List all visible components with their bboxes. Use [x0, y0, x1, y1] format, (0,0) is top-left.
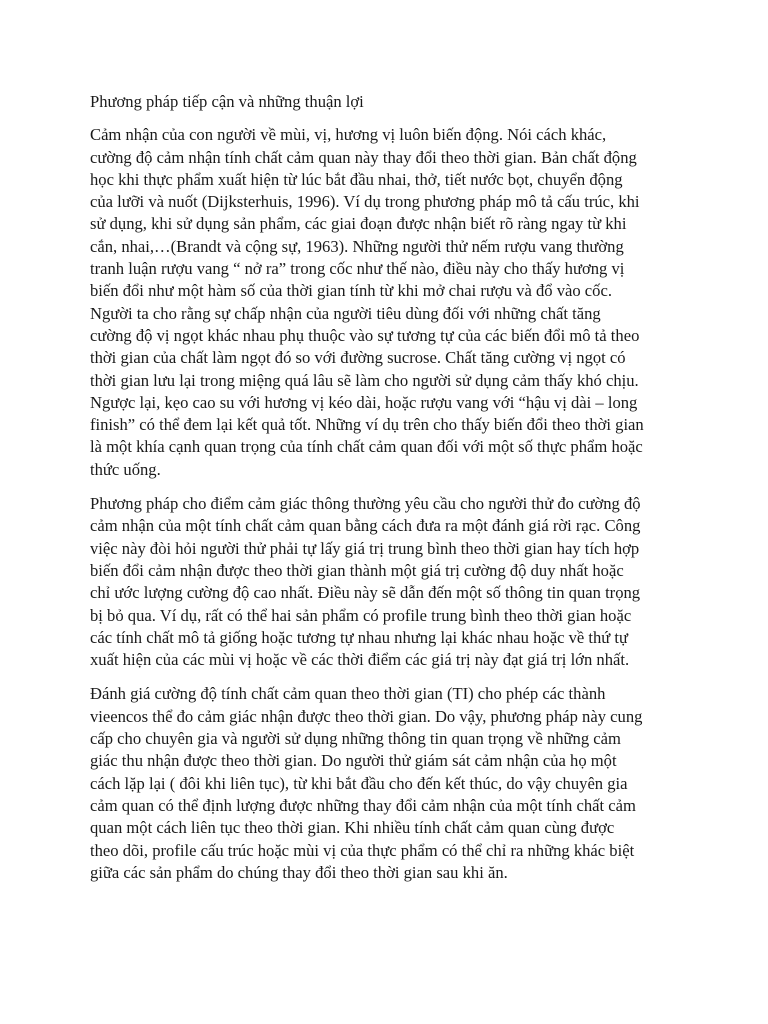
text-line: Ngược lại, kẹo cao su với hương vị kéo dài, hoặc rượu vang với “hậu vị dài – long	[90, 392, 638, 412]
document-body	[90, 91, 702, 896]
text-line: cách lặp lại ( đôi khi liên tục), từ khi bắt đầu cho đến kết thúc, do vậy chuyên gia	[90, 773, 628, 793]
document-title: Phương pháp tiếp cận và những thuận lợi	[90, 92, 364, 111]
text-line: thời gian của chất làm ngọt đó so với đường sucrose. Chất tăng cường vị ngọt có	[90, 348, 626, 368]
text-line: là một khía cạnh quan trọng của tính chất cảm quan đối với một số thực phẩm hoặc	[90, 437, 643, 457]
text-line: cảm quan có thể định lượng được những thay đổi cảm nhận của một tính chất cảm	[90, 795, 636, 815]
text-line: giác thu nhận được theo thời gian. Do người thử giám sát cảm nhận của họ một	[90, 751, 617, 771]
text-line: tranh luận rượu vang “ nở ra” trong cốc như thế nào, điều này cho thấy hương vị	[90, 259, 625, 279]
text-line: chỉ ước lượng cường độ cao nhất. Điều này sẽ dẫn đến một số thông tin quan trọng	[90, 583, 641, 603]
text-line: Người ta cho rằng sự chấp nhận của người tiêu dùng đối với những chất tăng	[90, 303, 601, 323]
text-line: finish” có thể đem lại kết quả tốt. Những ví dụ trên cho thấy biến đổi theo thời gian	[90, 415, 644, 435]
text-line: cường độ vị ngọt khác nhau phụ thuộc vào sự tương tự của các biến đổi mô tả theo	[90, 325, 640, 345]
paragraph-list	[90, 124, 702, 884]
text-line: Đánh giá cường độ tính chất cảm quan theo thời gian (TI) cho phép các thành	[90, 684, 606, 704]
text-line: Cảm nhận của con người về mùi, vị, hương vị luôn biến động. Nói cách khác,	[90, 125, 607, 145]
text-line: các tính chất mô tả giống hoặc tương tự nhau nhưng lại khác nhau hoặc về thứ tự	[90, 627, 629, 647]
text-line: Phương pháp cho điểm cảm giác thông thường yêu cầu cho người thử đo cường độ	[90, 494, 641, 514]
text-line: biến đổi như một hàm số của thời gian tính từ khi mở chai rượu và đổ vào cốc.	[90, 281, 612, 301]
text-line: cảm nhận của một tính chất cảm quan bằng cách đưa ra một đánh giá rời rạc. Công	[90, 516, 641, 536]
text-line: cấp cho chuyên gia và người sử dụng những thông tin quan trọng về những cảm	[90, 729, 621, 749]
text-line: biến đổi cảm nhận được theo thời gian thành một giá trị cường độ duy nhất hoặc	[90, 560, 624, 580]
text-line: cường độ cảm nhận tính chất cảm quan này thay đổi theo thời gian. Bản chất động	[90, 147, 637, 167]
text-line: vieencos thể đo cảm giác nhận được theo thời gian. Do vậy, phương pháp này cung	[90, 706, 643, 726]
text-line: học khi thực phẩm xuất hiện từ lúc bắt đầu nhai, thở, tiết nước bọt, chuyển động	[90, 169, 623, 189]
text-line: thức uống.	[90, 459, 161, 479]
text-line: thời gian lưu lại trong miệng quá lâu sẽ làm cho người sử dụng cảm thấy khó chịu.	[90, 370, 639, 390]
text-line: việc này đòi hỏi người thử phải tự lấy giá trị trung bình theo thời gian hay tích hợp	[90, 538, 640, 558]
text-line: cắn, nhai,…(Brandt và cộng sự, 1963). Những người thử nếm rượu vang thường	[90, 236, 624, 256]
text-line: xuất hiện của các mùi vị hoặc về các thời điểm các giá trị này đạt giá trị lớn nhất.	[90, 650, 630, 670]
body-paragraph	[90, 493, 702, 671]
text-line: giữa các sản phẩm do chúng thay đổi theo thời gian sau khi ăn.	[90, 862, 508, 882]
text-line: quan một cách liên tục theo thời gian. Khi nhiều tính chất cảm quan cùng được	[90, 818, 615, 838]
text-line: bị bỏ qua. Ví dụ, rất có thể hai sản phẩm có profile trung bình theo thời gian hoặc	[90, 605, 632, 625]
body-paragraph	[90, 683, 702, 884]
body-paragraph	[90, 124, 702, 481]
text-line: sử dụng, khi sử dụng sản phẩm, các giai đoạn được nhận biết rõ ràng ngay từ khi	[90, 214, 627, 234]
text-line: theo dõi, profile cấu trúc hoặc mùi vị của thực phẩm có thể chỉ ra những khác biệt	[90, 840, 635, 860]
text-line: của lưỡi và nuốt (Dijksterhuis, 1996). Ví dụ trong phương pháp mô tả cấu trúc, khi	[90, 192, 640, 212]
